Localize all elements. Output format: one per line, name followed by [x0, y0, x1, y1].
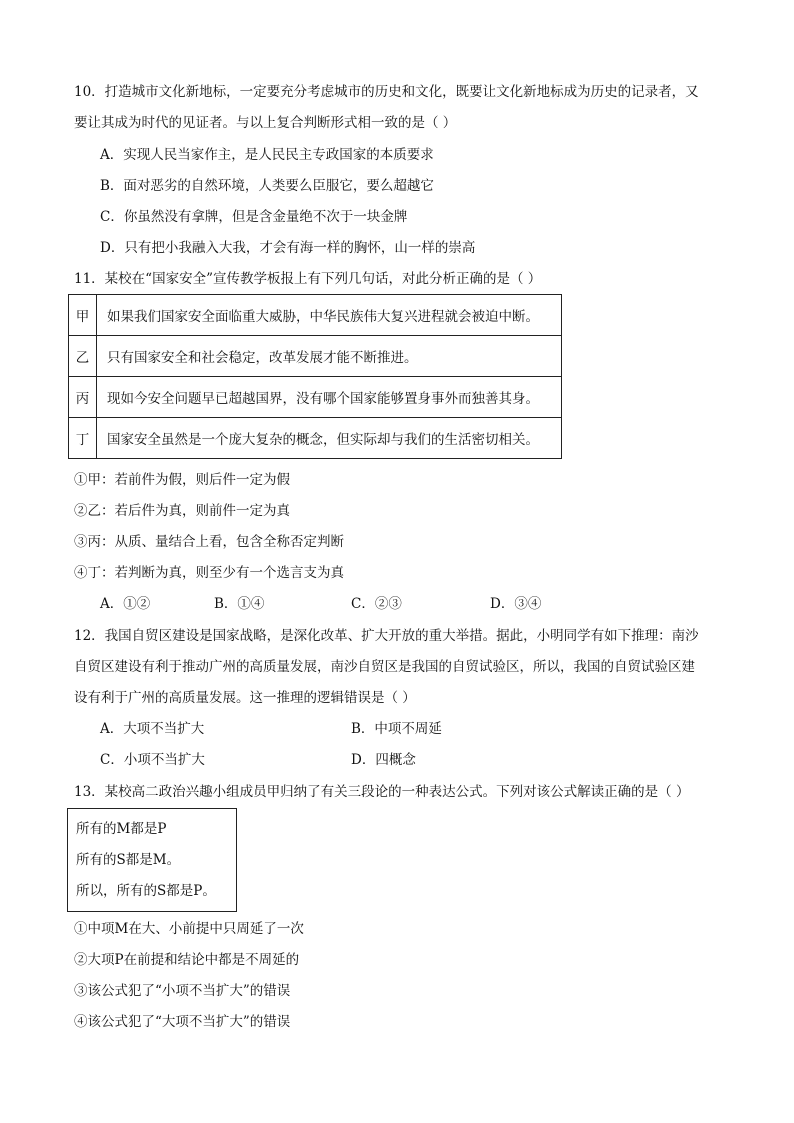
- q10-option-d: D．只有把小我融入大我，才会有海一样的胸怀，山一样的崇高: [100, 240, 476, 256]
- q11-row-key: 丙: [69, 377, 97, 418]
- q11-row-text: 国家安全虽然是一个庞大复杂的概念，但实际却与我们的生活密切相关。: [97, 418, 562, 459]
- q13-statement-4: ④该公式犯了“大项不当扩大”的错误: [74, 1014, 291, 1030]
- q12-choice-d: D．四概念: [351, 752, 416, 768]
- q12-stem-line2: 自贸区建设有利于推动广州的高质量发展，南沙自贸区是我国的自贸试验区，所以，我国的自贸试验区建: [74, 659, 695, 675]
- q11-statement-2: ②乙：若后件为真，则前件一定为真: [74, 503, 290, 519]
- q11-row-key: 甲: [69, 295, 97, 336]
- q11-statement-3: ③丙：从质、量结合上看，包含全称否定判断: [74, 534, 344, 550]
- q13-formula-conclusion: 所以，所有的S都是P。: [76, 883, 216, 899]
- table-row: [69, 295, 562, 336]
- q12-choice-a: A．大项不当扩大: [100, 721, 205, 737]
- q11-choice-d: D．③④: [490, 596, 542, 612]
- q11-choice-a: A．①②: [100, 596, 151, 612]
- table-row: [69, 418, 562, 459]
- q13-formula-major: 所有的M都是P: [76, 821, 167, 837]
- q11-row-text: 如果我们国家安全面临重大威胁，中华民族伟大复兴进程就会被迫中断。: [97, 295, 562, 336]
- q11-row-text: 现如今安全问题早已超越国界，没有哪个国家能够置身事外而独善其身。: [97, 377, 562, 418]
- q11-statement-1: ①甲：若前件为假，则后件一定为假: [74, 472, 290, 488]
- q11-row-text: 只有国家安全和社会稳定，改革发展才能不断推进。: [97, 336, 562, 377]
- q12-stem-line3: 设有利于广州的高质量发展。这一推理的逻辑错误是（ ）: [74, 690, 416, 706]
- table-row: [69, 377, 562, 418]
- q13-statement-3: ③该公式犯了“小项不当扩大”的错误: [74, 983, 291, 999]
- q11-row-key: 丁: [69, 418, 97, 459]
- q13-stem: 13．某校高二政治兴趣小组成员甲归纳了有关三段论的一种表达公式。下列对该公式解读正确的是（ ）: [74, 784, 690, 800]
- q11-row-key: 乙: [69, 336, 97, 377]
- q12-stem-line1: 12．我国自贸区建设是国家战略，是深化改革、扩大开放的重大举措。据此，小明同学有如下推理：南沙: [74, 628, 699, 644]
- q12-choice-b: B．中项不周延: [351, 721, 442, 737]
- q10-option-c: C．你虽然没有拿牌，但是含金量绝不次于一块金牌: [100, 209, 408, 225]
- q11-choice-c: C．②③: [351, 596, 402, 612]
- table-row: [69, 336, 562, 377]
- q13-statement-1: ①中项M在大、小前提中只周延了一次: [74, 921, 304, 937]
- q12-choice-c: C．小项不当扩大: [100, 752, 205, 768]
- q10-stem-line2: 要让其成为时代的见证者。与以上复合判断形式相一致的是（ ）: [74, 115, 457, 131]
- q11-table: [68, 294, 562, 459]
- q10-option-b: B．面对恶劣的自然环境，人类要么臣服它，要么超越它: [100, 178, 434, 194]
- q13-formula-minor: 所有的S都是M。: [76, 852, 181, 868]
- q11-stem: 11．某校在“国家安全”宣传教学板报上有下列几句话，对此分析正确的是（ ）: [74, 271, 542, 287]
- q13-statement-2: ②大项P在前提和结论中都是不周延的: [74, 952, 300, 968]
- q11-statement-4: ④丁：若判断为真，则至少有一个选言支为真: [74, 565, 344, 581]
- q11-choice-b: B．①④: [214, 596, 265, 612]
- q10-stem-line1: 10．打造城市文化新地标，一定要充分考虑城市的历史和文化，既要让文化新地标成为历史的记录者，又: [74, 84, 699, 100]
- q10-option-a: A．实现人民当家作主，是人民民主专政国家的本质要求: [100, 147, 434, 163]
